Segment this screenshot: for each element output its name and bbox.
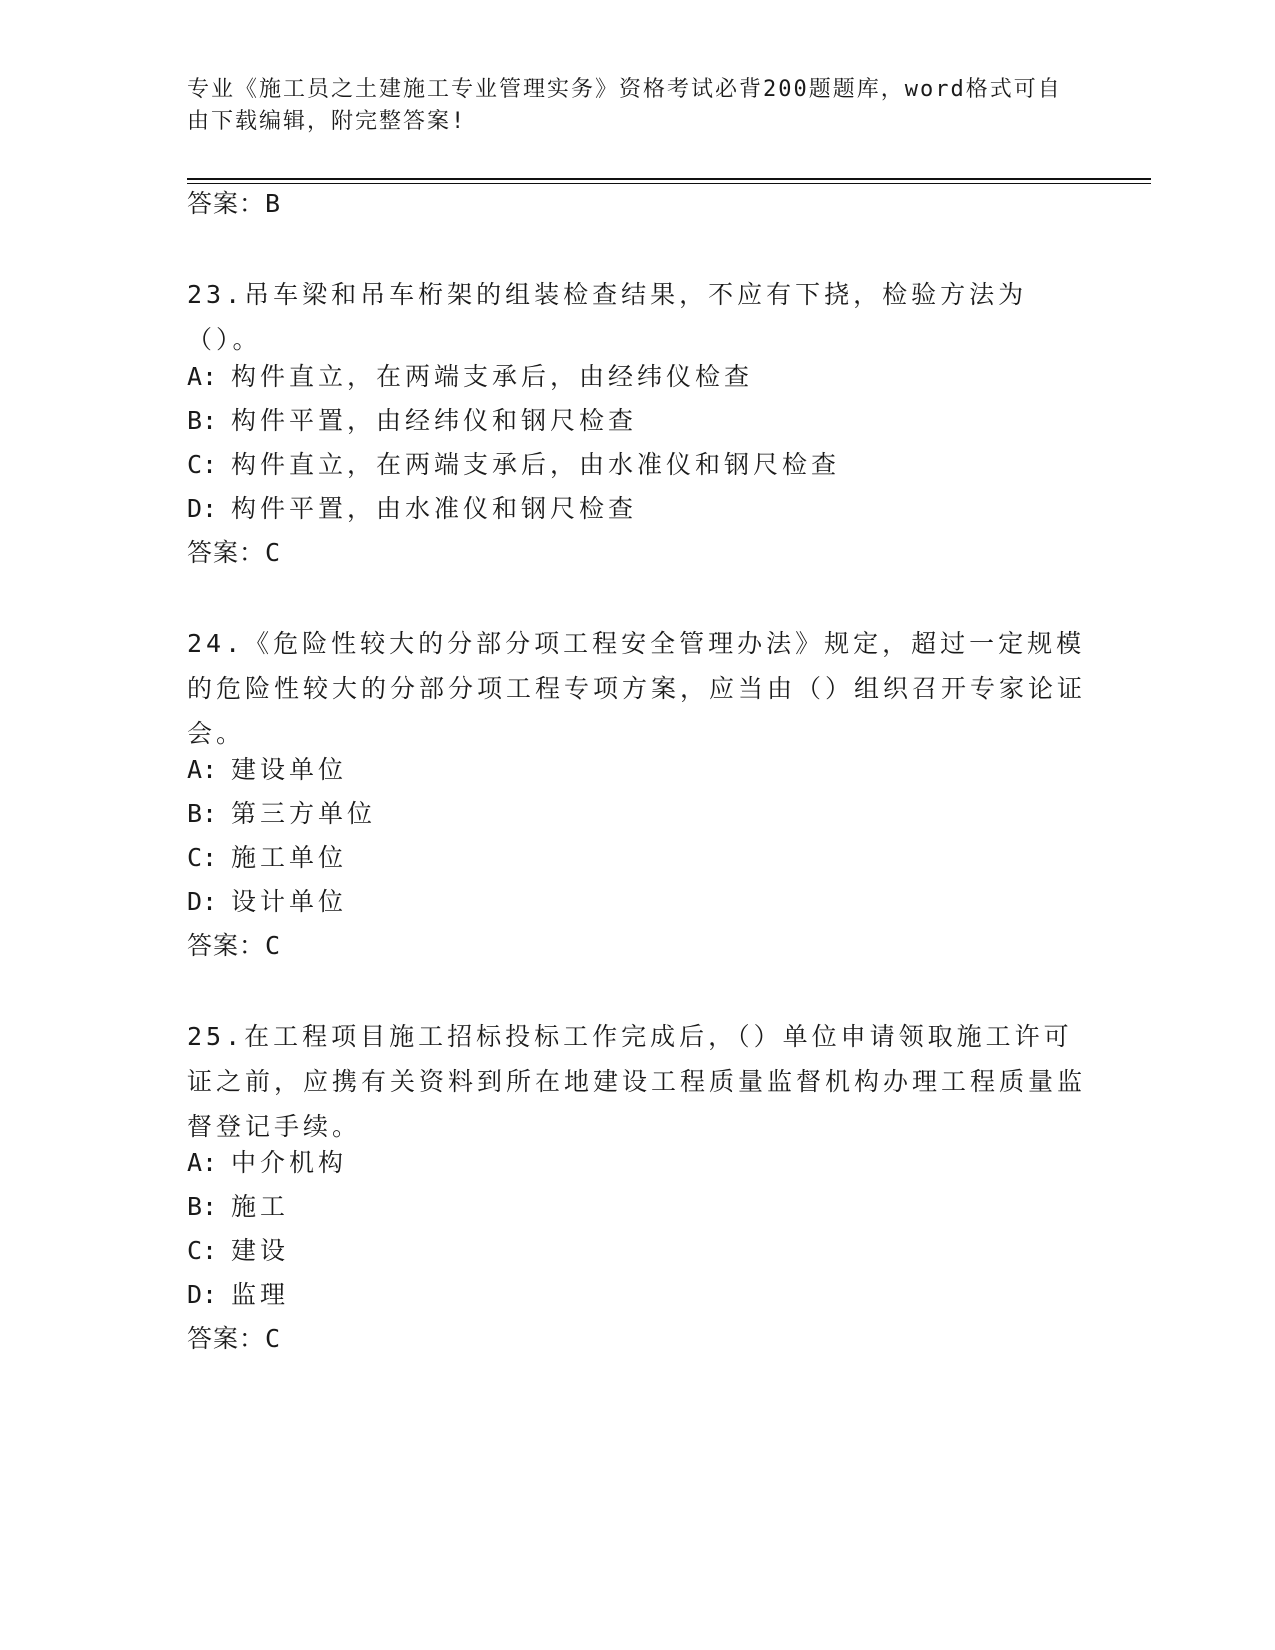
option-key: B:: [187, 799, 218, 828]
option-key: C:: [187, 1236, 218, 1265]
question-24-text: 24.《危险性较大的分部分项工程安全管理办法》规定，超过一定规模的危险性较大的分部分项工程专项方案，应当由（）组织召开专家论证会。: [187, 629, 1087, 748]
question-25-option-b: [187, 1189, 289, 1225]
question-25-text: 25.在工程项目施工招标投标工作完成后，（）单位申请领取施工许可证之前，应携有关资料到所在地建设工程质量监督机构办理工程质量监督登记手续。: [187, 1022, 1087, 1141]
question-24-option-c: [187, 840, 347, 876]
option-text: 第三方单位: [231, 799, 377, 828]
option-text: 设计单位: [231, 887, 348, 916]
question-25-option-a: [187, 1145, 347, 1181]
question-23-answer: 答案：C: [187, 538, 282, 567]
question-25-option-d: [187, 1277, 289, 1313]
question-25-answer: 答案：C: [187, 1324, 282, 1353]
document-header: 专业《施工员之土建施工专业管理实务》资格考试必背200题题库，word格式可自由下载编辑，附完整答案!: [187, 77, 1062, 134]
question-24-option-d: [187, 884, 347, 920]
option-key: A:: [187, 362, 218, 391]
question-24-answer: 答案：C: [187, 931, 282, 960]
option-text: 施工: [231, 1192, 290, 1221]
option-text: 建设: [231, 1236, 290, 1265]
option-key: B:: [187, 1192, 218, 1221]
question-23-option-c: [187, 447, 840, 483]
question-24-option-b: [187, 796, 376, 832]
option-text: 施工单位: [231, 843, 348, 872]
option-text: 构件直立，在两端支承后，由水准仪和钢尺检查: [231, 450, 841, 479]
option-key: D:: [187, 1280, 218, 1309]
option-text: 建设单位: [231, 755, 348, 784]
option-key: B:: [187, 406, 218, 435]
question-23-option-b: [187, 403, 637, 439]
option-text: 监理: [231, 1280, 290, 1309]
option-key: C:: [187, 843, 218, 872]
option-key: D:: [187, 887, 218, 916]
option-key: A:: [187, 755, 218, 784]
option-text: 构件平置，由经纬仪和钢尺检查: [231, 406, 638, 435]
option-text: 构件直立，在两端支承后，由经纬仪检查: [231, 362, 754, 391]
question-23-text: 23.吊车梁和吊车桁架的组装检查结果，不应有下挠，检验方法为（）。: [187, 280, 1028, 354]
option-key: C:: [187, 450, 218, 479]
question-24-option-a: [187, 752, 347, 788]
question-23-option-a: [187, 359, 753, 395]
option-text: 构件平置，由水准仪和钢尺检查: [231, 494, 638, 523]
header-divider: [187, 178, 1151, 180]
option-key: A:: [187, 1148, 218, 1177]
option-key: D:: [187, 494, 218, 523]
option-text: 中介机构: [231, 1148, 348, 1177]
question-25-option-c: [187, 1233, 289, 1269]
question-23-option-d: [187, 491, 637, 527]
header-divider-thin: [187, 183, 1151, 184]
previous-answer: 答案：B: [187, 189, 282, 218]
